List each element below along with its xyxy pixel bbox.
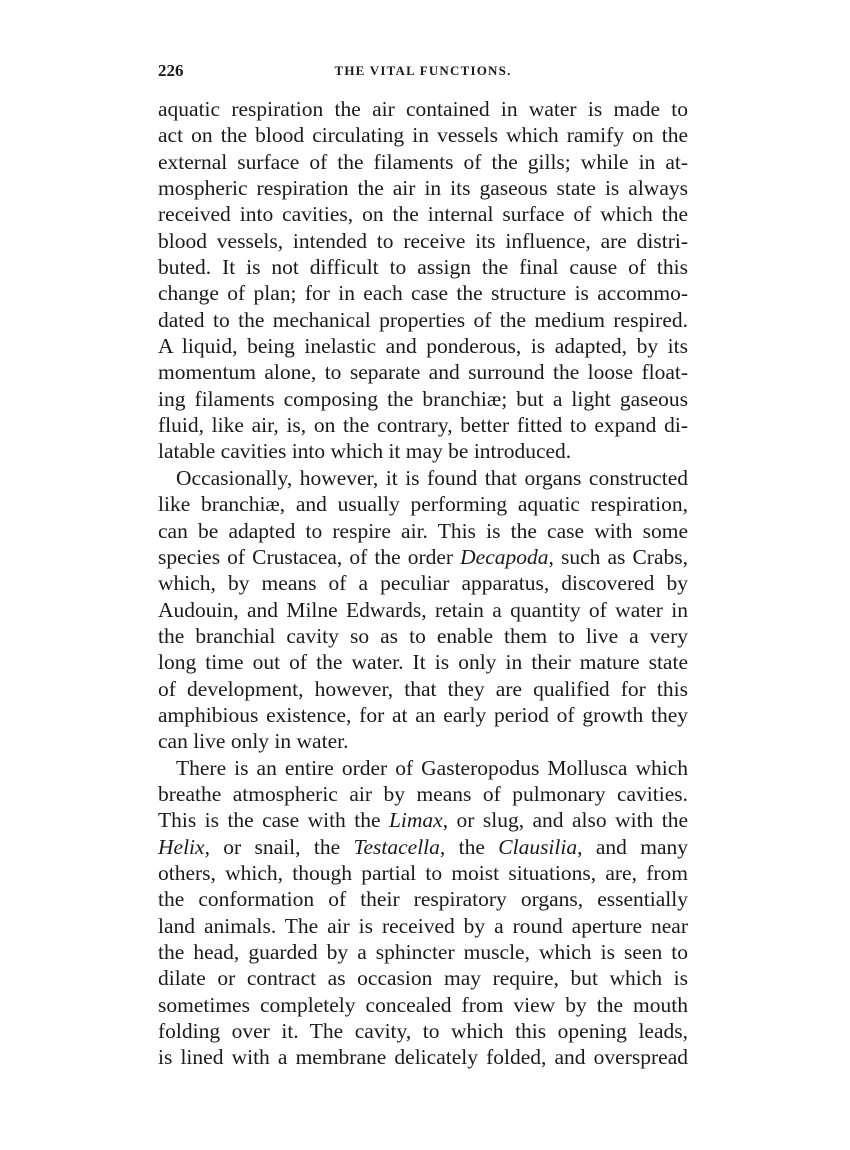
text-line (158, 544, 688, 570)
text-segment: Audouin, and Milne Edwards, retain a quantity of water in (158, 597, 688, 622)
text-line (158, 570, 688, 596)
text-line (158, 359, 688, 385)
text-line (158, 1018, 688, 1044)
text-segment: ing filaments composing the branchiæ; but a light gaseous (158, 386, 688, 411)
text-segment: the head, guarded by a sphincter muscle, which is seen to (158, 940, 688, 964)
text-segment: mospheric respiration the air in its gaseous state is always (158, 176, 688, 201)
text-segment: This is the case with the (158, 808, 389, 833)
text-line (158, 965, 688, 991)
text-segment: momentum alone, to separate and surround the loose float- (158, 360, 688, 385)
text-line (158, 781, 688, 807)
text-segment: which, by means of a peculiar apparatus, discovered by (158, 571, 688, 596)
text-line (158, 412, 688, 438)
text-line (158, 438, 688, 464)
page-number: 226 (158, 61, 184, 80)
text-line (158, 228, 688, 254)
text-line (158, 886, 688, 912)
text-line (158, 597, 688, 623)
text-segment: breathe atmospheric air by means of pulmonary cavities. (158, 781, 688, 806)
text-segment: fluid, like air, is, on the contrary, better fitted to expand di- (158, 413, 688, 438)
text-line (158, 149, 688, 175)
text-line (158, 201, 688, 227)
text-segment: , or slug, and also with the (442, 808, 688, 833)
text-segment: others, which, though partial to moist situations, are, from (158, 860, 688, 885)
text-line (158, 623, 688, 649)
italic-term: Decapoda (460, 544, 549, 569)
text-segment: act on the blood circulating in vessels which ramify on the (158, 123, 688, 148)
text-segment: external surface of the filaments of the gills; while in at- (158, 149, 688, 174)
text-segment: is lined with a membrane delicately folded, and overspread (158, 1045, 688, 1070)
text-line (158, 913, 688, 939)
text-segment: can be adapted to respire air. This is the case with some (158, 518, 688, 543)
text-segment: blood vessels, intended to receive its influence, are distri- (158, 228, 688, 253)
text-segment: , such as Crabs, (548, 544, 688, 569)
text-segment: A liquid, being inelastic and ponderous, is adapted, by its (158, 334, 688, 359)
text-segment: can live only in water. (158, 729, 349, 754)
text-line (158, 1044, 688, 1070)
text-segment: folding over it. The cavity, to which this opening leads, (158, 1019, 688, 1044)
text-line (158, 702, 688, 728)
text-line (158, 992, 688, 1018)
text-segment: the conformation of their respiratory organs, essentially (158, 887, 688, 912)
text-line (158, 728, 688, 754)
text-line (158, 96, 688, 122)
text-line (158, 518, 688, 544)
text-line (158, 386, 688, 412)
text-segment: of development, however, that they are qualified for this (158, 676, 688, 701)
text-segment: long time out of the water. It is only in their mature state (158, 650, 688, 675)
text-segment: Occasionally, however, it is found that organs constructed (176, 465, 688, 490)
text-segment: , the (439, 834, 499, 859)
text-segment: dated to the mechanical properties of the medium respired. (158, 307, 688, 332)
running-head (158, 61, 688, 85)
text-line (158, 175, 688, 201)
text-line (158, 860, 688, 886)
text-segment: dilate or contract as occasion may require, but which is (158, 966, 688, 991)
text-line (158, 755, 688, 781)
running-title: THE VITAL FUNCTIONS. (334, 63, 512, 78)
text-segment: There is an entire order of Gasteropodus Mollusca which (176, 755, 688, 780)
text-line (158, 676, 688, 702)
text-line (158, 307, 688, 333)
text-line (158, 939, 688, 965)
text-line (158, 834, 688, 860)
text-segment: , or snail, the (204, 834, 354, 859)
text-segment: land animals. The air is received by a round aperture near (158, 913, 688, 938)
text-line (158, 491, 688, 517)
italic-term: Clausilia (498, 834, 578, 859)
text-segment: amphibious existence, for at an early period of growth they (158, 702, 688, 727)
text-segment: aquatic respiration the air contained in water is made to (158, 97, 688, 121)
text-segment: , and many (577, 834, 688, 859)
text-line (158, 807, 688, 833)
italic-term: Testacella (353, 834, 440, 859)
text-line (158, 465, 688, 491)
text-line (158, 254, 688, 280)
text-segment: like branchiæ, and usually performing aquatic respiration, (158, 492, 688, 517)
text-segment: latable cavities into which it may be introduced. (158, 439, 572, 464)
text-segment: change of plan; for in each case the structure is accommo- (158, 281, 688, 306)
italic-term: Limax (388, 808, 443, 833)
text-segment: the branchial cavity so as to enable them to live a very (158, 623, 688, 648)
text-line (158, 122, 688, 148)
italic-term: Helix (158, 834, 205, 859)
body-text (158, 96, 688, 1071)
text-line (158, 333, 688, 359)
text-segment: received into cavities, on the internal surface of which the (158, 202, 688, 227)
text-segment: species of Crustacea, of the order (158, 544, 461, 569)
text-line (158, 280, 688, 306)
text-segment: buted. It is not difficult to assign the final cause of this (158, 255, 688, 280)
text-line (158, 649, 688, 675)
text-segment: sometimes completely concealed from view by the mouth (158, 992, 688, 1017)
